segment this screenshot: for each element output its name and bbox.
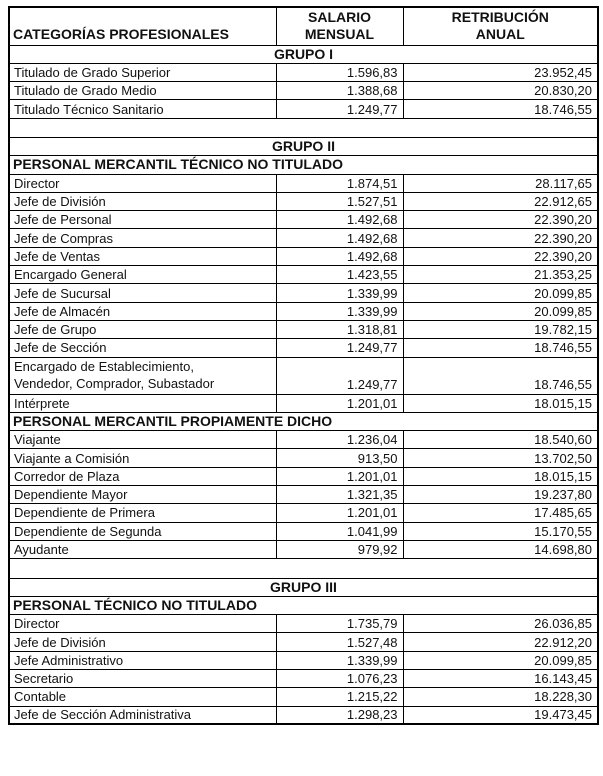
category-cell: Ayudante	[9, 540, 276, 558]
salary-table	[8, 6, 599, 725]
table-row	[9, 651, 598, 669]
table-row	[9, 192, 598, 210]
table-header-row	[9, 7, 598, 45]
group-header-grupo-i	[9, 45, 598, 63]
category-cell: Jefe de Almacén	[9, 302, 276, 320]
annual-cell: 18.015,15	[403, 394, 598, 412]
monthly-cell: 979,92	[276, 540, 403, 558]
table-row	[9, 633, 598, 651]
monthly-cell: 1.492,68	[276, 229, 403, 247]
table-row	[9, 284, 598, 302]
monthly-cell: 913,50	[276, 449, 403, 467]
table-row	[9, 688, 598, 706]
monthly-cell: 1.298,23	[276, 706, 403, 724]
table-row	[9, 394, 598, 412]
group-title: GRUPO II	[9, 137, 598, 155]
category-cell: Dependiente de Primera	[9, 504, 276, 522]
header-categories: CATEGORÍAS PROFESIONALES	[9, 7, 276, 45]
monthly-cell: 1.201,01	[276, 467, 403, 485]
monthly-cell: 1.527,48	[276, 633, 403, 651]
table-row	[9, 486, 598, 504]
annual-cell: 18.540,60	[403, 431, 598, 449]
monthly-cell: 1.527,51	[276, 192, 403, 210]
category-cell: Secretario	[9, 670, 276, 688]
category-cell: Jefe de Compras	[9, 229, 276, 247]
annual-cell: 21.353,25	[403, 266, 598, 284]
annual-cell: 22.390,20	[403, 229, 598, 247]
category-cell: Titulado de Grado Superior	[9, 63, 276, 81]
header-annual-line2: ANUAL	[475, 26, 525, 43]
subsection-header-tecnico-no-titulado	[9, 596, 598, 614]
annual-cell: 14.698,80	[403, 540, 598, 558]
table-row	[9, 174, 598, 192]
annual-cell: 19.473,45	[403, 706, 598, 724]
subsection-header-mercantil-tecnico	[9, 156, 598, 174]
annual-cell: 20.099,85	[403, 651, 598, 669]
category-cell	[9, 357, 276, 394]
table-row	[9, 449, 598, 467]
category-cell: Jefe de Personal	[9, 211, 276, 229]
monthly-cell: 1.492,68	[276, 211, 403, 229]
category-cell: Jefe Administrativo	[9, 651, 276, 669]
monthly-cell: 1.339,99	[276, 284, 403, 302]
table-row	[9, 211, 598, 229]
annual-cell: 13.702,50	[403, 449, 598, 467]
monthly-cell: 1.318,81	[276, 320, 403, 338]
annual-cell: 18.746,55	[403, 357, 598, 394]
annual-cell: 26.036,85	[403, 615, 598, 633]
table-row	[9, 247, 598, 265]
group-title: GRUPO I	[9, 45, 598, 63]
category-cell: Titulado de Grado Medio	[9, 82, 276, 100]
empty-separator-row	[9, 559, 598, 578]
monthly-cell: 1.339,99	[276, 651, 403, 669]
category-cell: Jefe de Sección	[9, 339, 276, 357]
empty-cell	[9, 559, 598, 578]
category-cell: Director	[9, 174, 276, 192]
monthly-cell: 1.596,83	[276, 63, 403, 81]
group-header-grupo-ii	[9, 137, 598, 155]
annual-cell: 22.390,20	[403, 247, 598, 265]
category-cell: Dependiente de Segunda	[9, 522, 276, 540]
annual-cell: 20.099,85	[403, 284, 598, 302]
subsection-title: PERSONAL TÉCNICO NO TITULADO	[9, 596, 598, 614]
monthly-cell: 1.874,51	[276, 174, 403, 192]
category-cell: Jefe de División	[9, 633, 276, 651]
table-row	[9, 229, 598, 247]
table-row	[9, 339, 598, 357]
table-row	[9, 320, 598, 338]
annual-cell: 22.912,65	[403, 192, 598, 210]
category-line2: Vendedor, Comprador, Subastador	[14, 376, 215, 392]
table-row	[9, 100, 598, 118]
group-header-grupo-iii	[9, 578, 598, 596]
category-cell: Jefe de Ventas	[9, 247, 276, 265]
monthly-cell: 1.249,77	[276, 357, 403, 394]
document-page	[8, 6, 599, 725]
monthly-cell: 1.215,22	[276, 688, 403, 706]
subsection-header-mercantil-propiamente	[9, 412, 598, 430]
monthly-cell: 1.321,35	[276, 486, 403, 504]
monthly-cell: 1.339,99	[276, 302, 403, 320]
table-row	[9, 504, 598, 522]
empty-separator-row	[9, 118, 598, 137]
table-row	[9, 302, 598, 320]
group-title: GRUPO III	[9, 578, 598, 596]
annual-cell: 18.746,55	[403, 339, 598, 357]
annual-cell: 17.485,65	[403, 504, 598, 522]
category-cell: Contable	[9, 688, 276, 706]
table-row	[9, 670, 598, 688]
table-row	[9, 82, 598, 100]
monthly-cell: 1.076,23	[276, 670, 403, 688]
category-cell: Director	[9, 615, 276, 633]
annual-cell: 23.952,45	[403, 63, 598, 81]
table-row	[9, 540, 598, 558]
table-row	[9, 522, 598, 540]
monthly-cell: 1.201,01	[276, 504, 403, 522]
monthly-cell: 1.735,79	[276, 615, 403, 633]
category-cell: Jefe de Sucursal	[9, 284, 276, 302]
monthly-cell: 1.388,68	[276, 82, 403, 100]
category-line1: Encargado de Establecimiento,	[14, 358, 194, 374]
subsection-title: PERSONAL MERCANTIL TÉCNICO NO TITULADO	[9, 156, 598, 174]
table-row	[9, 615, 598, 633]
table-row	[9, 706, 598, 724]
monthly-cell: 1.041,99	[276, 522, 403, 540]
monthly-cell: 1.249,77	[276, 100, 403, 118]
category-cell: Jefe de Grupo	[9, 320, 276, 338]
annual-cell: 28.117,65	[403, 174, 598, 192]
table-row	[9, 431, 598, 449]
annual-cell: 18.015,15	[403, 467, 598, 485]
annual-cell: 22.390,20	[403, 211, 598, 229]
annual-cell: 15.170,55	[403, 522, 598, 540]
annual-cell: 22.912,20	[403, 633, 598, 651]
category-cell: Titulado Técnico Sanitario	[9, 100, 276, 118]
header-monthly-line2: MENSUAL	[304, 26, 375, 43]
annual-cell: 16.143,45	[403, 670, 598, 688]
monthly-cell: 1.492,68	[276, 247, 403, 265]
subsection-title: PERSONAL MERCANTIL PROPIAMENTE DICHO	[9, 412, 598, 430]
monthly-cell: 1.236,04	[276, 431, 403, 449]
monthly-cell: 1.423,55	[276, 266, 403, 284]
category-cell: Corredor de Plaza	[9, 467, 276, 485]
header-monthly-line1: SALARIO	[308, 9, 371, 26]
category-cell: Encargado General	[9, 266, 276, 284]
category-cell: Dependiente Mayor	[9, 486, 276, 504]
table-row	[9, 266, 598, 284]
annual-cell: 20.099,85	[403, 302, 598, 320]
category-cell: Jefe de Sección Administrativa	[9, 706, 276, 724]
category-cell: Intérprete	[9, 394, 276, 412]
header-annual-pay	[403, 7, 598, 45]
category-cell: Jefe de División	[9, 192, 276, 210]
monthly-cell: 1.201,01	[276, 394, 403, 412]
annual-cell: 20.830,20	[403, 82, 598, 100]
annual-cell: 18.228,30	[403, 688, 598, 706]
header-monthly-salary	[276, 7, 403, 45]
table-row-multiline	[9, 357, 598, 394]
annual-cell: 18.746,55	[403, 100, 598, 118]
annual-cell: 19.782,15	[403, 320, 598, 338]
empty-cell	[9, 118, 598, 137]
table-row	[9, 63, 598, 81]
table-row	[9, 467, 598, 485]
annual-cell: 19.237,80	[403, 486, 598, 504]
header-annual-line1: RETRIBUCIÓN	[451, 9, 549, 26]
category-cell: Viajante	[9, 431, 276, 449]
category-cell: Viajante a Comisión	[9, 449, 276, 467]
monthly-cell: 1.249,77	[276, 339, 403, 357]
